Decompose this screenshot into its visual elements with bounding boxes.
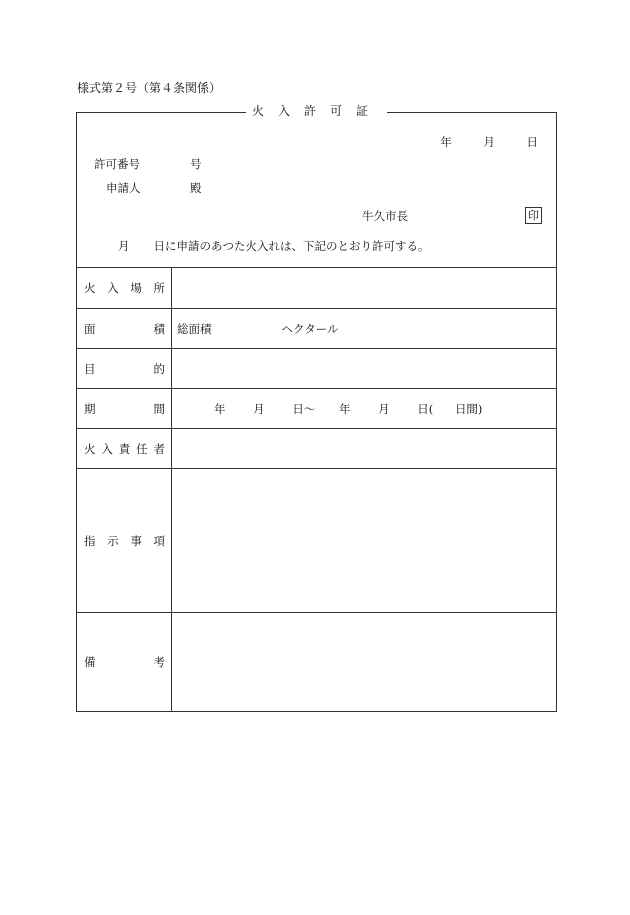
date-day: 日 <box>526 135 538 149</box>
frame-border-right <box>556 112 557 268</box>
table-row <box>77 268 557 309</box>
label-char: 事 <box>130 533 142 548</box>
permit-statement <box>118 241 430 253</box>
applicant-label: 申請人 <box>106 181 141 195</box>
period-end-day: 日( <box>417 401 434 416</box>
applicant-honorific: 殿 <box>190 181 202 195</box>
label-char: 的 <box>153 361 165 376</box>
label-char: 目 <box>84 361 96 376</box>
permit-number-label: 許可番号 <box>94 157 140 171</box>
period-end-year: 年 <box>338 401 351 416</box>
area-unit: ヘクタール <box>281 321 339 336</box>
label-char: 者 <box>153 441 165 456</box>
label-char: 任 <box>136 441 148 456</box>
label-char: 入 <box>107 281 119 295</box>
statement-month: 月 <box>118 239 130 253</box>
period-end-month: 月 <box>378 401 390 416</box>
label-char: 考 <box>153 655 165 669</box>
label-char: 火 <box>84 441 96 456</box>
row-value-responsible-person <box>172 429 557 469</box>
date-month: 月 <box>483 135 495 149</box>
table-row <box>77 309 557 349</box>
label-char: 面 <box>84 321 96 336</box>
document-title: 火入許可証 <box>251 104 382 118</box>
label-char: 備 <box>84 655 96 669</box>
row-value-period <box>172 389 557 429</box>
permit-details-table <box>76 267 557 712</box>
label-char: 間 <box>153 401 165 416</box>
period-start-year: 年 <box>214 401 226 416</box>
row-label-area <box>77 309 172 349</box>
title-line-right <box>387 112 557 113</box>
label-char: 場 <box>130 281 142 295</box>
row-value-remarks <box>172 613 557 712</box>
seal-mark: 印 <box>525 207 542 224</box>
label-char: 期 <box>84 401 96 416</box>
table-row <box>77 613 557 712</box>
table-row <box>77 469 557 613</box>
period-start-day: 日～ <box>292 401 316 416</box>
row-value-purpose <box>172 349 557 389</box>
table-row <box>77 389 557 429</box>
label-char: 責 <box>118 441 131 456</box>
table-row <box>77 349 557 389</box>
label-char: 所 <box>153 281 165 295</box>
row-label-instructions <box>77 469 172 613</box>
row-label-location <box>77 268 172 309</box>
date-year: 年 <box>440 135 452 149</box>
statement-text: 日に申請のあつた火入れは、下記のとおり許可する。 <box>153 239 430 253</box>
label-char: 項 <box>153 533 165 548</box>
row-label-responsible-person <box>77 429 172 469</box>
row-label-remarks <box>77 613 172 712</box>
row-value-instructions <box>172 469 557 613</box>
label-char: 示 <box>107 533 119 548</box>
period-days: 日間) <box>454 401 483 416</box>
label-char: 火 <box>84 281 96 295</box>
issuer-name: 牛久市長 <box>362 209 408 223</box>
row-value-location <box>172 268 557 309</box>
permit-number-suffix: 号 <box>190 157 202 171</box>
period-start-month: 月 <box>253 401 265 416</box>
issue-date <box>414 137 538 149</box>
label-char: 積 <box>153 321 165 336</box>
area-prefix: 総面積 <box>177 321 212 336</box>
table-row <box>77 429 557 469</box>
frame-border-left <box>76 112 77 268</box>
row-label-period <box>77 389 172 429</box>
row-label-purpose <box>77 349 172 389</box>
title-line-left <box>76 112 246 113</box>
label-char: 指 <box>84 533 96 548</box>
form-number-label: 様式第２号（第４条関係） <box>77 81 222 95</box>
row-value-area <box>172 309 557 349</box>
label-char: 入 <box>101 441 113 456</box>
